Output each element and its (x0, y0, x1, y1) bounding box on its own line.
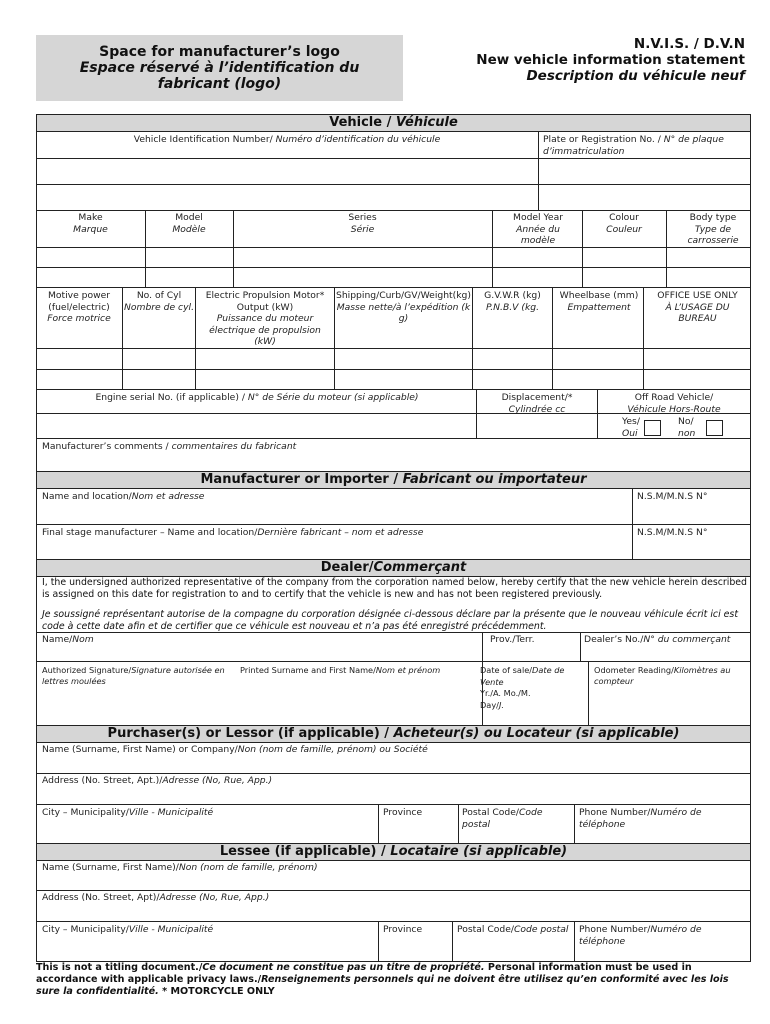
vin-label: Vehicle Identification Number/ Numéro d’identification du véhicule (133, 134, 441, 145)
nvis-form (36, 114, 751, 964)
dealer-province-label: Prov./Terr. (490, 634, 535, 645)
electric-output-label: Electric Propulsion Motor* Output (kW) Puissance du moteur électrique de propulsion (kW) (205, 290, 325, 347)
lessee-city-label: City – Municipality/Ville - Municipalité (42, 924, 214, 935)
purchaser-section-heading: Purchaser(s) or Lessor (if applicable) / Acheteur(s) ou Locateur (si applicable) (107, 726, 680, 741)
purchaser-province-label: Province (383, 807, 423, 818)
off-road-yes-label: Yes/ Oui (622, 416, 640, 439)
purchaser-address-label: Address (No. Street, Apt.)/Adresse (No, Rue, App.) (42, 775, 273, 786)
lessee-address-label: Address (No. Street, Apt)/Adresse (No, Rue, App.) (42, 892, 270, 903)
colour-label: Colour Couleur (606, 212, 642, 235)
manufacturer-nsm-label: N.S.M/M.N.S N° (637, 491, 708, 502)
plate-number-label: Plate or Registration No. / N° de plaque d’immatriculation (543, 134, 724, 157)
make-label: Make Marque (73, 212, 108, 235)
footer-disclaimer: This is not a titling document./Ce document ne constitue pas un titre de propriété. Personal information must be used in accordance with applicable privacy laws./Renseignements personnels qui ne doivent être utilisez qu’en conformité avec les lois sure la confidentialité. * MOTORCYCLE ONLY (36, 962, 729, 997)
vehicle-section-heading: Vehicle / Véhicule (329, 115, 458, 130)
off-road-label: Off Road Vehicle/ Véhicule Hors-Route (627, 392, 721, 415)
off-road-yes-checkbox[interactable] (644, 420, 661, 436)
final-stage-nsm-label: N.S.M/M.N.S N° (637, 527, 708, 538)
purchaser-phone-label: Phone Number/Numéro de téléphone (579, 807, 702, 830)
dealer-certification-en: I, the undersigned authorized representative of the company from the corporation named below, hereby certify that the new vehicle herein described is assigned on this date for registration to and to certify that the vehicle is new and has not been registered previously. (42, 577, 747, 600)
logo-placeholder-line3: fabricant (logo) (157, 76, 282, 92)
manufacturer-section-heading: Manufacturer or Importer / Fabricant ou importateur (200, 472, 587, 487)
manufacturer-name-label: Name and location/Nom et adresse (42, 491, 205, 502)
form-code: N.V.I.S. / D.V.N (633, 36, 745, 52)
odometer-label: Odometer Reading/Kilomètres au compteur (594, 665, 731, 686)
manufacturer-comments-label: Manufacturer’s comments / commentaires du fabricant (42, 441, 297, 452)
cylinders-label: No. of Cyl Nombre de cyl. (124, 290, 194, 313)
purchaser-city-label: City – Municipality/Ville - Municipalité (42, 807, 214, 818)
form-title-en: New vehicle information statement (476, 52, 745, 68)
engine-serial-label: Engine serial No. (if applicable) / N° de Série du moteur (si applicable) (95, 392, 419, 403)
displacement-label: Displacement/* Cylindrée cc (501, 392, 573, 415)
final-stage-manufacturer-label: Final stage manufacturer – Name and location/Dernière fabricant – nom et adresse (42, 527, 424, 538)
logo-placeholder-line1: Space for manufacturer’s logo (99, 44, 340, 60)
dealer-section-heading: Dealer/Commerçant (320, 560, 467, 575)
gvwr-label: G.V.W.R (kg) P.N.B.V (kg. (484, 290, 541, 313)
dealer-number-label: Dealer’s No./N° du commerçant (584, 634, 731, 645)
lessee-section-heading: Lessee (if applicable) / Locataire (si applicable) (219, 844, 568, 859)
motive-power-label: Motive power (fuel/electric) Force motrice (47, 290, 111, 324)
vin-field[interactable] (37, 159, 537, 209)
authorized-signature-label: Authorized Signature/Signature autorisée en lettres moulées (42, 665, 225, 686)
lessee-phone-label: Phone Number/Numéro de téléphone (579, 924, 702, 947)
purchaser-postal-code-label: Postal Code/Code postal (462, 807, 543, 830)
series-label: Series Série (348, 212, 377, 235)
model-label: Model Modèle (172, 212, 206, 235)
date-of-sale-label: Date of sale/Date de Vente Yr./A. Mo./M. Day/J. (480, 665, 565, 710)
dealer-name-label: Name/Nom (42, 634, 94, 645)
dealer-certification-fr: Je soussigné représentant autorise de la compagne du corporation désignée ci-dessous déclare par la présente que le nouveau véhicule écrit ici est code à cette date afin et de certifier que ce véhicule est nouveau et n’a pas été enregistré précédemment. (42, 609, 738, 632)
printed-name-label: Printed Surname and First Name/Nom et prénom (240, 665, 441, 675)
off-road-no-label: No/ non (678, 416, 696, 439)
manufacturer-logo-placeholder (36, 35, 403, 101)
logo-placeholder-line2: Espace réservé à l’identification du (79, 60, 360, 76)
shipping-weight-label: Shipping/Curb/GV/Weight(kg) Masse nette/à l’expédition (kg) (336, 290, 471, 324)
wheelbase-label: Wheelbase (mm) Empattement (559, 290, 639, 313)
purchaser-name-label: Name (Surname, First Name) or Company/Non (nom de famille, prénom) ou Société (42, 744, 428, 755)
model-year-label: Model Year Année du modèle (513, 212, 563, 246)
lessee-province-label: Province (383, 924, 423, 935)
plate-number-field[interactable] (539, 159, 749, 209)
lessee-postal-code-label: Postal Code/Code postal (457, 924, 569, 935)
form-title (476, 36, 745, 84)
off-road-no-checkbox[interactable] (706, 420, 723, 436)
body-type-label: Body type Type de carrosserie (687, 212, 739, 246)
form-title-fr: Description du véhicule neuf (526, 68, 745, 84)
lessee-name-label: Name (Surname, First Name)/Non (nom de famille, prénom) (42, 862, 318, 873)
office-use-label: OFFICE USE ONLY À L’USAGE DU BUREAU (657, 290, 738, 324)
